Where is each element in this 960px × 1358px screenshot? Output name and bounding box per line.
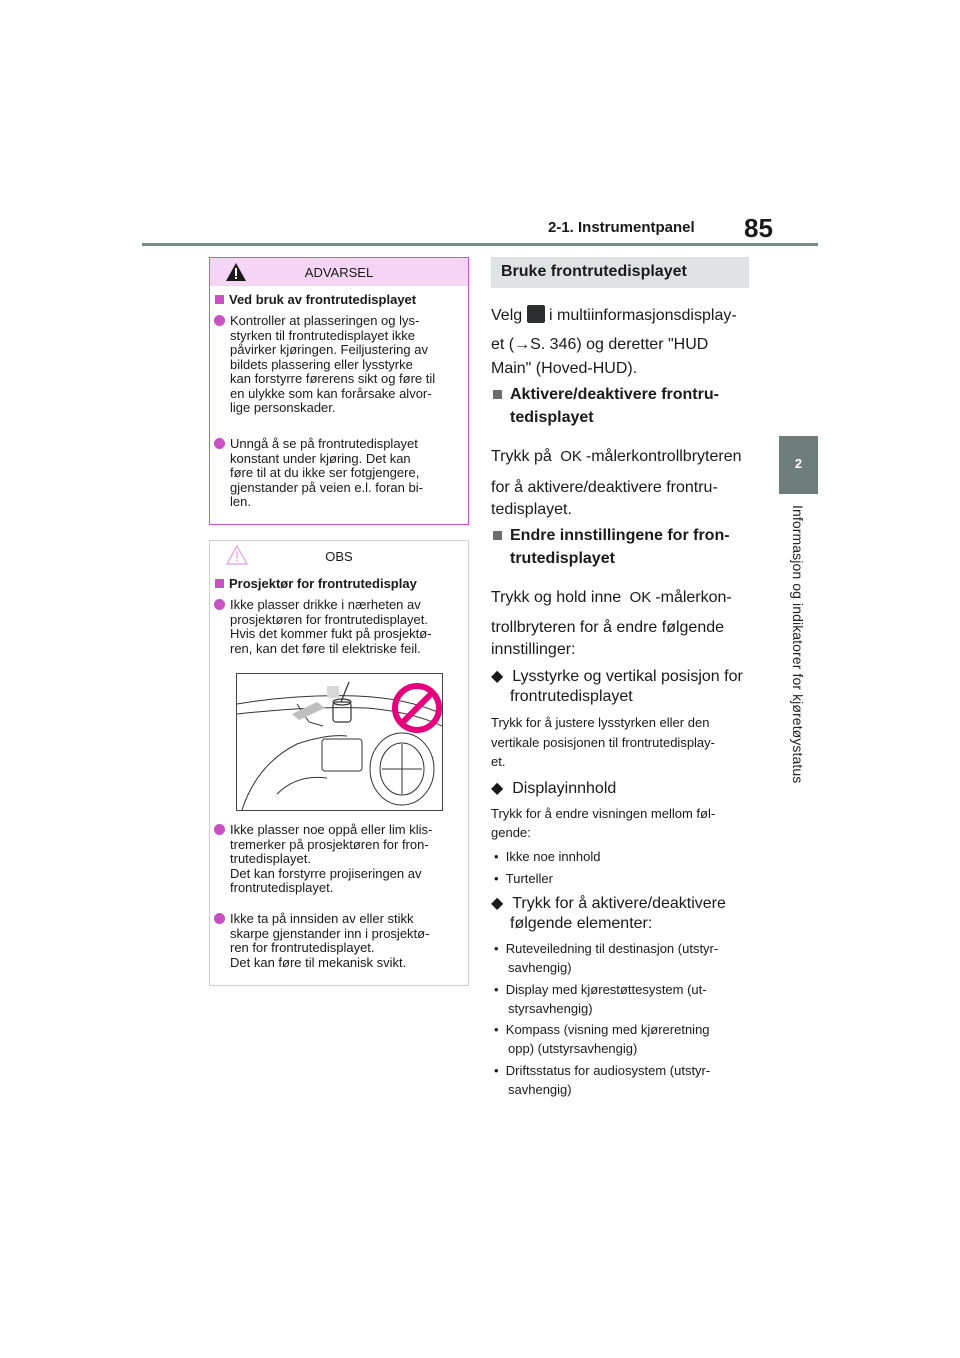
list-item: • Ruteveiledning til destinasjon (utstyr- <box>494 941 719 956</box>
warning-item: Kontroller at plasseringen og lys- styrken til frontrutedisplayet ikke påvirker kjøringen. Feiljustering av bildets plassering eller lysstyrke kan forstyrre førerens sikt og føre til en ulykke som kan forårsake alvor- lige personskader. <box>230 314 435 416</box>
diamond-item: følgende elementer: <box>510 915 653 932</box>
subsection-heading: Aktivere/deaktivere frontru- <box>493 386 719 404</box>
chapter-number: 2 <box>794 456 803 471</box>
warning-triangle-icon <box>225 262 247 282</box>
body-line: for å aktivere/deaktivere frontru- <box>491 479 718 496</box>
bullet-icon <box>214 599 225 610</box>
section-header <box>491 257 749 288</box>
note-subheading: Prosjektør for frontrutedisplay <box>215 576 417 591</box>
detail-line: vertikale posisjonen til frontrutedisplay- <box>491 735 715 750</box>
square-bullet-icon <box>493 531 502 540</box>
list-item: • Kompass (visning med kjøreretning <box>494 1022 710 1037</box>
chapter-tab <box>779 436 818 494</box>
note-item: Ikke plasser drikke i nærheten av prosjektøren for frontrutedisplayet. Hvis det kommer fukt på prosjektø- ren, kan det føre til elektriske feil. <box>230 598 432 656</box>
list-item-cont: styrsavhengig) <box>508 1001 593 1016</box>
square-bullet-icon <box>493 390 502 399</box>
square-bullet-icon <box>215 579 224 588</box>
list-item: • Turteller <box>494 871 553 886</box>
dashboard-illustration <box>236 673 443 811</box>
settings-gear-icon <box>527 305 545 323</box>
detail-line: et. <box>491 754 506 769</box>
diamond-item: frontrutedisplayet <box>510 688 633 705</box>
header-rule <box>142 243 818 246</box>
warning-title: ADVARSEL <box>304 265 374 280</box>
intro-line: et (→S. 346) og deretter "HUD <box>491 336 709 353</box>
list-item-cont: savhengig) <box>508 1082 572 1097</box>
note-title: OBS <box>325 549 353 564</box>
bullet-icon <box>214 438 225 449</box>
body-line: innstillinger: <box>491 641 576 658</box>
ok-button-icon: OK <box>629 589 652 606</box>
ok-button-icon: OK <box>560 448 582 465</box>
list-item: • Ikke noe innhold <box>494 849 601 864</box>
section-title: Bruke frontrutedisplayet <box>501 263 687 280</box>
body-line: trollbryteren for å endre følgende <box>491 619 725 636</box>
list-item-cont: savhengig) <box>508 960 572 975</box>
caution-triangle-icon <box>226 545 248 565</box>
warning-item: Unngå å se på frontrutedisplayet konstant under kjøring. Det kan føre til at du ikke ser fotgjengere, gjenstander på veien e.l. foran bi- len. <box>230 437 423 510</box>
warning-box <box>209 257 469 525</box>
body-line: Trykk på OK -målerkontrollbryteren <box>491 448 742 465</box>
square-bullet-icon <box>215 295 224 304</box>
subsection-heading: trutedisplayet <box>510 550 615 567</box>
diamond-item: ◆ Lysstyrke og vertikal posisjon for <box>491 668 743 685</box>
list-item-cont: opp) (utstyrsavhengig) <box>508 1041 638 1056</box>
warning-header <box>210 258 468 286</box>
note-header <box>210 541 468 569</box>
body-line: tedisplayet. <box>491 501 572 518</box>
note-item: Ikke plasser noe oppå eller lim klis- tremerker på prosjektøren for fron- trutedisplayet. Det kan forstyrre projiseringen av frontrutedisplayet. <box>230 823 432 896</box>
page-number: 85 <box>744 213 773 243</box>
section-heading: 2-1. Instrumentpanel <box>548 219 695 236</box>
intro-line: Velg i multiinformasjonsdisplay- <box>491 307 737 324</box>
detail-line: Trykk for å endre visningen mellom føl- <box>491 806 716 821</box>
body-line: Trykk og hold inne OK -målerkon- <box>491 589 732 606</box>
note-item: Ikke ta på innsiden av eller stikk skarpe gjenstander inn i prosjektø- ren for frontrutedisplayet. Det kan føre til mekanisk svikt. <box>230 912 429 970</box>
diamond-item: ◆ Trykk for å aktivere/deaktivere <box>491 895 726 912</box>
intro-line: Main" (Hoved-HUD). <box>491 360 638 377</box>
detail-line: Trykk for å justere lysstyrken eller den <box>491 715 710 730</box>
warning-subheading: Ved bruk av frontrutedisplayet <box>215 292 416 307</box>
chapter-title: Informasjon og indikatorer for kjøretøystatus <box>790 505 806 784</box>
bullet-icon <box>214 315 225 326</box>
detail-line: gende: <box>491 825 531 840</box>
bullet-icon <box>214 913 225 924</box>
subsection-heading: tedisplayet <box>510 409 594 426</box>
subsection-heading: Endre innstillingene for fron- <box>493 527 730 545</box>
list-item: • Driftsstatus for audiosystem (utstyr- <box>494 1063 711 1078</box>
bullet-icon <box>214 824 225 835</box>
list-item: • Display med kjørestøttesystem (ut- <box>494 982 707 997</box>
diamond-item: ◆ Displayinnhold <box>491 780 617 797</box>
